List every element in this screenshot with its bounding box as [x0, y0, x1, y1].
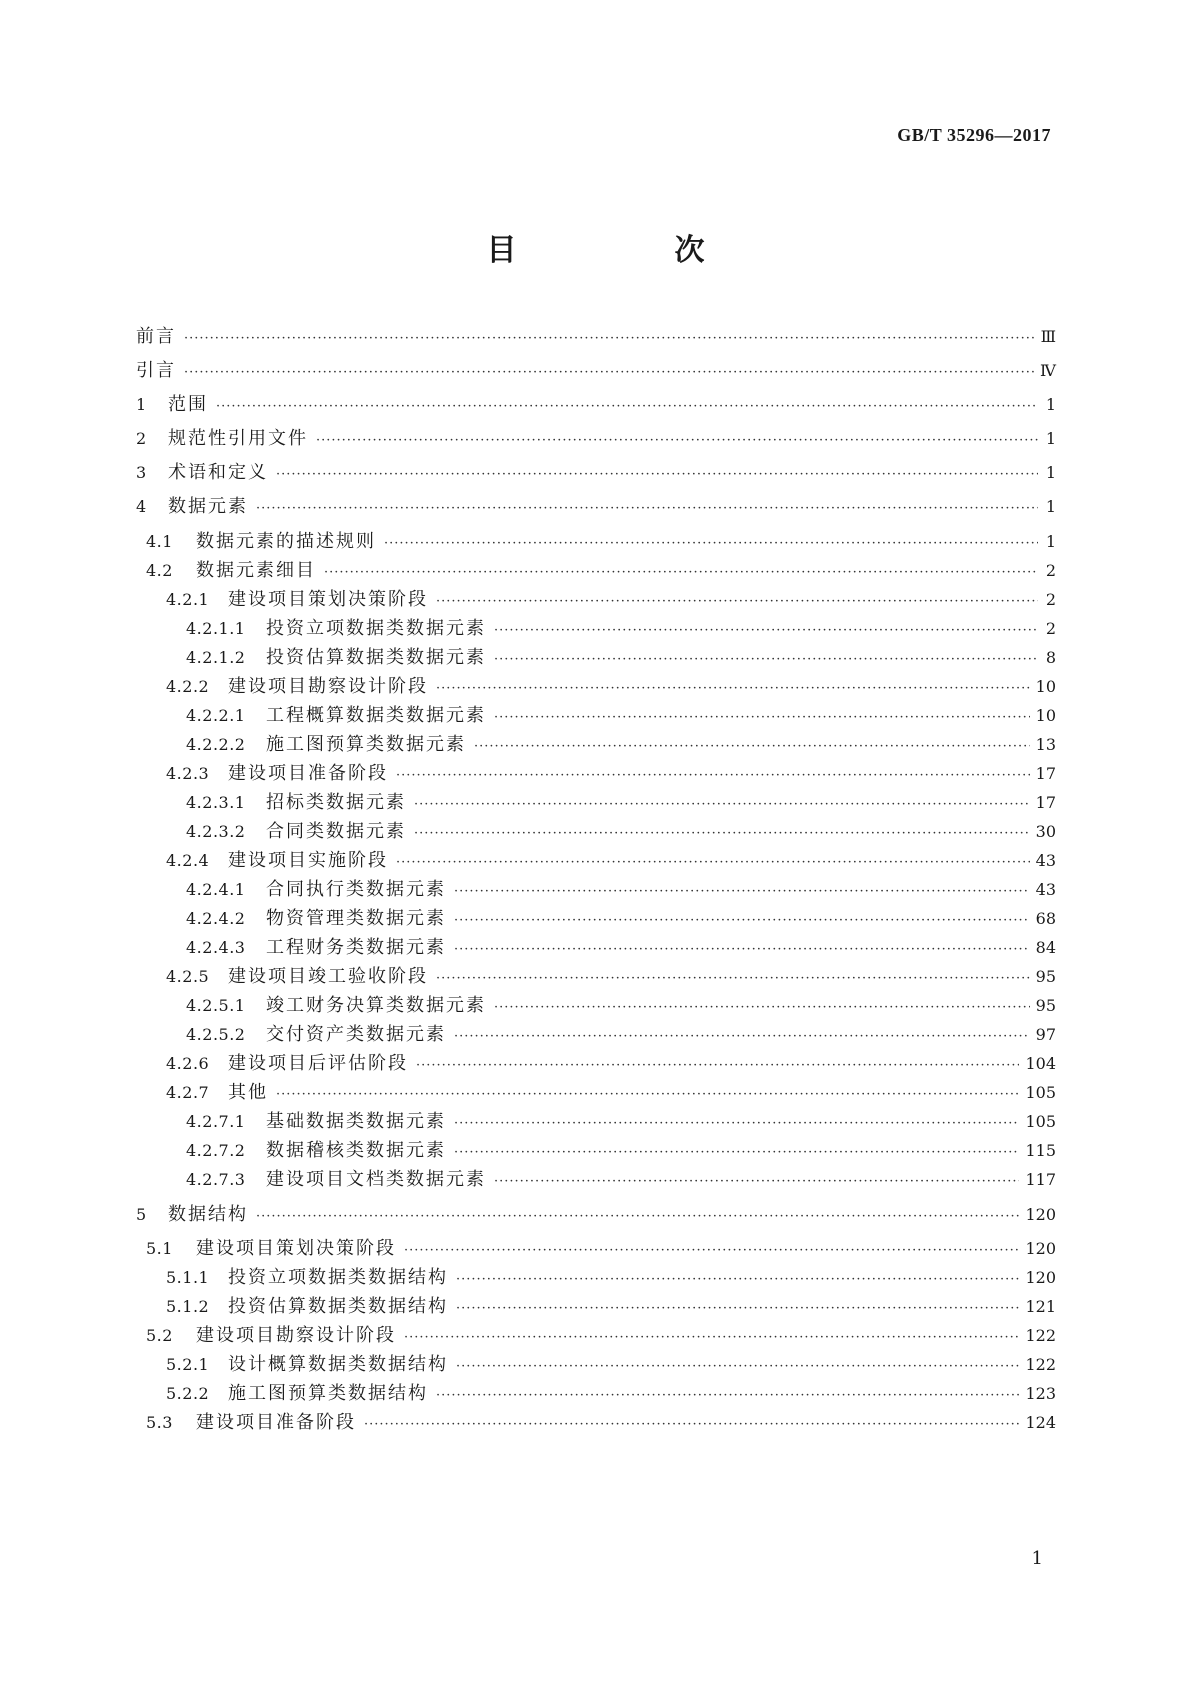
- standard-code-header: GB/T 35296—2017: [897, 125, 1051, 145]
- toc-entry-page: 30: [1035, 822, 1056, 841]
- toc-dot-leader: [324, 561, 1038, 585]
- toc-entry[interactable]: [136, 427, 1056, 451]
- toc-entry-label: 投资估算数据类数据结构: [228, 1296, 448, 1317]
- toc-entry-page: 122: [1025, 1326, 1056, 1345]
- toc-dot-leader: [416, 1054, 1019, 1078]
- toc-dot-leader: [216, 395, 1038, 419]
- toc-entry-number: 4.2.4.2: [186, 909, 246, 928]
- toc-entry[interactable]: [136, 849, 1056, 873]
- toc-entry[interactable]: [136, 1324, 1056, 1348]
- toc-entry-number: 4.2.1.2: [186, 648, 246, 667]
- toc-entry[interactable]: [136, 1295, 1056, 1319]
- page-number: 1: [1031, 1548, 1043, 1569]
- toc-entry-number: 4.2.7: [166, 1083, 210, 1102]
- toc-dot-leader: [436, 677, 1030, 701]
- toc-entry-label: 物资管理类数据元素: [266, 908, 446, 929]
- toc-entry-page: 105: [1025, 1083, 1056, 1102]
- toc-entry-page: 2: [1045, 561, 1056, 580]
- toc-entry-page: 120: [1025, 1239, 1056, 1258]
- toc-dot-leader: [256, 497, 1038, 521]
- toc-dot-leader: [436, 590, 1038, 614]
- toc-entry-page: Ⅳ: [1040, 361, 1056, 380]
- toc-entry-label: 设计概算数据类数据结构: [228, 1354, 448, 1375]
- toc-entry-label: 数据元素细目: [196, 560, 316, 581]
- toc-dot-leader: [494, 706, 1030, 730]
- toc-dot-leader: [404, 1326, 1019, 1350]
- toc-entry-number: 5.2.1: [166, 1355, 210, 1374]
- toc-dot-leader: [436, 1384, 1019, 1408]
- toc-entry-label: 投资立项数据类数据结构: [228, 1267, 448, 1288]
- toc-entry-number: 4.2.4.3: [186, 938, 246, 957]
- toc-dot-leader: [454, 938, 1030, 962]
- toc-entry-page: 1: [1045, 463, 1056, 482]
- toc-entry-label: 引言: [136, 360, 176, 381]
- toc-entry-page: 1: [1045, 497, 1056, 516]
- toc-entry[interactable]: [136, 733, 1056, 757]
- toc-entry-label: 基础数据类数据元素: [266, 1111, 446, 1132]
- toc-entry[interactable]: [136, 495, 1056, 519]
- toc-dot-leader: [474, 735, 1030, 759]
- toc-entry[interactable]: [136, 1203, 1056, 1227]
- toc-dot-leader: [364, 1413, 1019, 1437]
- toc-entry-number: 4.2.2.2: [186, 735, 246, 754]
- toc-dot-leader: [494, 1170, 1019, 1194]
- toc-entry-label: 范围: [168, 394, 208, 415]
- toc-entry-label: 前言: [136, 326, 176, 347]
- toc-entry-page: 84: [1035, 938, 1056, 957]
- toc-entry-page: 2: [1045, 619, 1056, 638]
- toc-entry[interactable]: [136, 878, 1056, 902]
- toc-entry-label: 建设项目策划决策阶段: [228, 589, 428, 610]
- toc-entry-number: 4.2.4: [166, 851, 210, 870]
- toc-dot-leader: [276, 463, 1038, 487]
- toc-entry-label: 其他: [228, 1082, 268, 1103]
- toc-dot-leader: [256, 1205, 1019, 1229]
- toc-dot-leader: [454, 909, 1030, 933]
- toc-dot-leader: [454, 1141, 1019, 1165]
- toc-entry[interactable]: [136, 1353, 1056, 1377]
- toc-dot-leader: [454, 1112, 1019, 1136]
- toc-entry[interactable]: [136, 559, 1056, 583]
- toc-entry[interactable]: [136, 617, 1056, 641]
- toc-entry-number: 4.2.7.3: [186, 1170, 246, 1189]
- toc-dot-leader: [494, 996, 1030, 1020]
- toc-entry[interactable]: [136, 325, 1056, 349]
- toc-entry[interactable]: [136, 704, 1056, 728]
- toc-dot-leader: [184, 361, 1034, 385]
- toc-entry[interactable]: [136, 791, 1056, 815]
- toc-entry-page: 115: [1025, 1141, 1056, 1160]
- toc-entry-page: 17: [1035, 764, 1056, 783]
- toc-dot-leader: [396, 851, 1030, 875]
- toc-entry-page: 8: [1045, 648, 1056, 667]
- toc-entry-label: 建设项目竣工验收阶段: [228, 966, 428, 987]
- toc-entry-label: 交付资产类数据元素: [266, 1024, 446, 1045]
- toc-dot-leader: [384, 532, 1038, 556]
- toc-entry-number: 4.2.3: [166, 764, 210, 783]
- toc-entry-number: 4: [136, 497, 147, 516]
- toc-entry-page: 68: [1035, 909, 1056, 928]
- toc-entry-number: 5.1.2: [166, 1297, 210, 1316]
- toc-entry-number: 4.2.2.1: [186, 706, 246, 725]
- toc-dot-leader: [414, 793, 1030, 817]
- toc-entry-label: 数据稽核类数据元素: [266, 1140, 446, 1161]
- toc-entry[interactable]: [136, 1081, 1056, 1105]
- toc-entry-page: 10: [1035, 677, 1056, 696]
- toc-entry-number: 4.2.5: [166, 967, 210, 986]
- toc-entry[interactable]: [136, 907, 1056, 931]
- toc-entry-page: 43: [1035, 851, 1056, 870]
- toc-entry-number: 4.2.1: [166, 590, 210, 609]
- toc-entry[interactable]: [136, 762, 1056, 786]
- toc-entry-page: 121: [1025, 1297, 1056, 1316]
- toc-entry-label: 建设项目策划决策阶段: [196, 1238, 396, 1259]
- toc-entry-label: 投资立项数据类数据元素: [266, 618, 486, 639]
- toc-entry-label: 数据元素的描述规则: [196, 531, 376, 552]
- toc-entry[interactable]: [136, 359, 1056, 383]
- toc-dot-leader: [414, 822, 1030, 846]
- toc-entry-label: 数据元素: [168, 496, 248, 517]
- toc-entry-number: 5.2.2: [166, 1384, 210, 1403]
- toc-entry[interactable]: [136, 1382, 1056, 1406]
- toc-entry-label: 建设项目勘察设计阶段: [228, 676, 428, 697]
- toc-entry-number: 4.1: [146, 532, 173, 551]
- toc-entry-number: 5.1.1: [166, 1268, 210, 1287]
- toc-entry-label: 术语和定义: [168, 462, 268, 483]
- toc-dot-leader: [454, 880, 1030, 904]
- toc-entry-page: 10: [1035, 706, 1056, 725]
- toc-entry-number: 4.2.5.1: [186, 996, 246, 1015]
- toc-entry-page: 97: [1035, 1025, 1056, 1044]
- toc-entry-number: 5.2: [146, 1326, 173, 1345]
- toc-entry-page: 1: [1045, 532, 1056, 551]
- toc-entry-label: 工程财务类数据元素: [266, 937, 446, 958]
- toc-entry[interactable]: [136, 1110, 1056, 1134]
- toc-dot-leader: [494, 648, 1038, 672]
- toc-entry[interactable]: [136, 1237, 1056, 1261]
- toc-entry-page: 124: [1025, 1413, 1056, 1432]
- toc-dot-leader: [404, 1239, 1019, 1263]
- page-title: 目 次: [486, 233, 769, 268]
- toc-entry-page: 120: [1025, 1268, 1056, 1287]
- toc-entry[interactable]: [136, 820, 1056, 844]
- toc-entry-label: 施工图预算类数据结构: [228, 1383, 428, 1404]
- toc-entry[interactable]: [136, 994, 1056, 1018]
- toc-dot-leader: [494, 619, 1038, 643]
- toc-entry-label: 竣工财务决算类数据元素: [266, 995, 486, 1016]
- toc-entry-page: 104: [1025, 1054, 1056, 1073]
- toc-entry[interactable]: [136, 1168, 1056, 1192]
- toc-entry-page: 95: [1035, 967, 1056, 986]
- toc-entry[interactable]: [136, 1052, 1056, 1076]
- toc-entry-page: 1: [1045, 395, 1056, 414]
- toc-entry-number: 4.2: [146, 561, 173, 580]
- toc-entry-number: 4.2.3.2: [186, 822, 246, 841]
- toc-entry-label: 建设项目准备阶段: [228, 763, 388, 784]
- toc-entry-page: 105: [1025, 1112, 1056, 1131]
- toc-entry-page: 122: [1025, 1355, 1056, 1374]
- toc-entry-page: 117: [1025, 1170, 1056, 1189]
- toc-entry-label: 数据结构: [168, 1204, 248, 1225]
- toc-entry[interactable]: [136, 1411, 1056, 1435]
- toc-dot-leader: [456, 1268, 1019, 1292]
- toc-entry-page: 2: [1045, 590, 1056, 609]
- toc-entry[interactable]: [136, 588, 1056, 612]
- toc-entry[interactable]: [136, 675, 1056, 699]
- toc-entry-number: 5.1: [146, 1239, 173, 1258]
- toc-entry-label: 投资估算数据类数据元素: [266, 647, 486, 668]
- toc-entry-label: 合同类数据元素: [266, 821, 406, 842]
- toc-entry-label: 建设项目后评估阶段: [228, 1053, 408, 1074]
- toc-entry-number: 3: [136, 463, 147, 482]
- toc-entry-number: 4.2.1.1: [186, 619, 246, 638]
- toc-entry[interactable]: [136, 1023, 1056, 1047]
- toc-entry[interactable]: [136, 1266, 1056, 1290]
- toc-entry-number: 4.2.7.2: [186, 1141, 246, 1160]
- toc-dot-leader: [184, 327, 1035, 351]
- toc-entry-number: 5.3: [146, 1413, 173, 1432]
- toc-dot-leader: [436, 967, 1030, 991]
- toc-entry-label: 建设项目实施阶段: [228, 850, 388, 871]
- toc-entry-label: 规范性引用文件: [168, 428, 308, 449]
- toc-entry-number: 2: [136, 429, 147, 448]
- toc-entry-label: 建设项目准备阶段: [196, 1412, 356, 1433]
- toc-dot-leader: [454, 1025, 1030, 1049]
- toc-entry[interactable]: [136, 461, 1056, 485]
- toc-entry[interactable]: [136, 646, 1056, 670]
- toc-entry-label: 建设项目文档类数据元素: [266, 1169, 486, 1190]
- toc-entry-page: 13: [1035, 735, 1056, 754]
- toc-entry-number: 4.2.7.1: [186, 1112, 246, 1131]
- toc-entry-number: 4.2.6: [166, 1054, 210, 1073]
- toc-entry-page: 1: [1045, 429, 1056, 448]
- toc-entry-page: 120: [1025, 1205, 1056, 1224]
- toc-entry-page: 123: [1025, 1384, 1056, 1403]
- toc-entry-label: 招标类数据元素: [266, 792, 406, 813]
- toc-entry-page: 95: [1035, 996, 1056, 1015]
- toc-entry[interactable]: [136, 965, 1056, 989]
- toc-dot-leader: [316, 429, 1038, 453]
- toc-entry-number: 4.2.4.1: [186, 880, 246, 899]
- toc-entry-number: 4.2.5.2: [186, 1025, 246, 1044]
- toc-entry-page: Ⅲ: [1040, 327, 1056, 346]
- toc-entry-number: 4.2.2: [166, 677, 210, 696]
- toc-entry-label: 工程概算数据类数据元素: [266, 705, 486, 726]
- toc-entry[interactable]: [136, 393, 1056, 417]
- toc-entry[interactable]: [136, 530, 1056, 554]
- toc-entry-label: 建设项目勘察设计阶段: [196, 1325, 396, 1346]
- toc-entry-label: 合同执行类数据元素: [266, 879, 446, 900]
- toc-dot-leader: [456, 1297, 1019, 1321]
- toc-entry-page: 43: [1035, 880, 1056, 899]
- toc-entry-number: 5: [136, 1205, 147, 1224]
- toc-entry-number: 4.2.3.1: [186, 793, 246, 812]
- toc-dot-leader: [456, 1355, 1019, 1379]
- toc-entry-number: 1: [136, 395, 147, 414]
- toc-dot-leader: [276, 1083, 1019, 1107]
- toc-entry-label: 施工图预算类数据元素: [266, 734, 466, 755]
- toc-dot-leader: [396, 764, 1030, 788]
- toc-entry[interactable]: [136, 1139, 1056, 1163]
- toc-entry[interactable]: [136, 936, 1056, 960]
- toc-entry-page: 17: [1035, 793, 1056, 812]
